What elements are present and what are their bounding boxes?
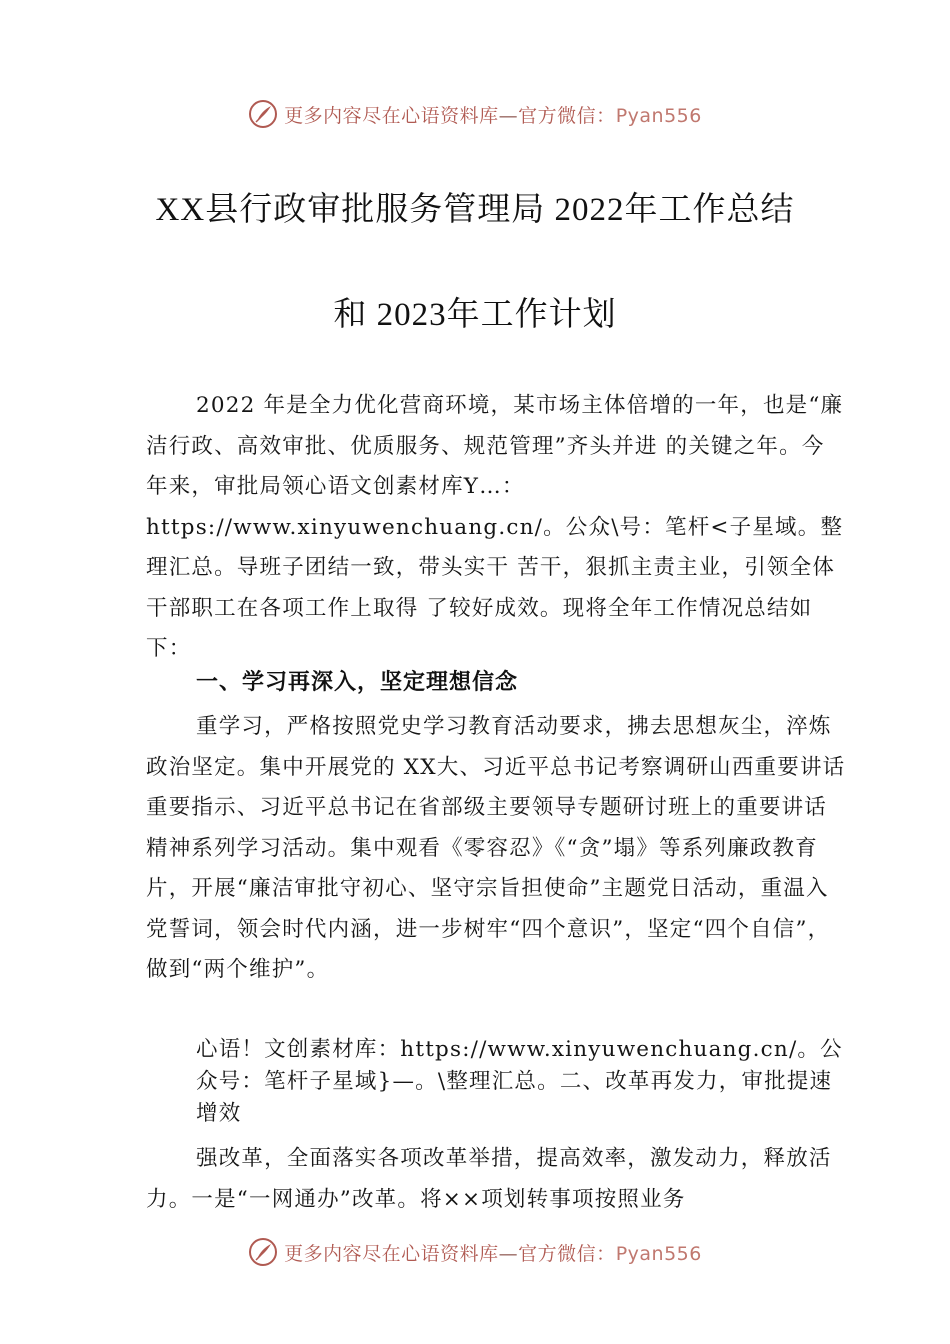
quill-logo-icon [248, 99, 278, 129]
watermark-text: 更多内容尽在心语资料库—官方微信：Pyan556 [284, 104, 702, 127]
intro-paragraph: 2022 年是全力优化营商环境，某市场主体倍增的一年，也是“廉洁行政、高效审批、优质服务、规范管理”齐头并进 的关键之年。今年来，审批局领心语文创素材库Y…：https://www.xinyuwenchuang.cn/。公众\号：笔杆<子星域。整理汇总。导班子团结一致，带头实干 苦干，狠抓主责主业，引领全体干部职工在各项工作上取得 了较好成效。现将全年工作情况总结如下： [146, 393, 844, 661]
footer-watermark [0, 1232, 950, 1272]
header-watermark [0, 94, 950, 134]
inserted-note-paragraph: 心语！文创素材库：https://www.xinyuwenchuang.cn/。公众号：笔杆子星域}—。\整理汇总。二、改革再发力，审批提速增效 [196, 1037, 843, 1126]
section-heading-1: 一、学习再深入，坚定理想信念 [196, 670, 519, 695]
study-paragraph: 重学习，严格按照党史学习教育活动要求，拂去思想灰尘，淬炼政治坚定。集中开展党的 XX大、习近平总书记考察调研山西重要讲话重要指示、习近平总书记在省部级主要领导专题研讨班上的重要讲话精神系列学习活动。集中观看《零容忍》《“贪”塌》等系列廉政教育片，开展“廉洁审批守初心、坚守宗旨担使命”主题党日活动，重温入党誓词，领会时代内涵，进一步树牢“四个意识”，坚定“四个自信”， 做到“两个维护”。 [146, 714, 846, 982]
quill-logo-icon [248, 1237, 278, 1267]
reform-paragraph: 强改革，全面落实各项改革举措，提高效率，激发动力，释放活力。一是“一网通办”改革。将××项划转事项按照业务 [146, 1146, 832, 1212]
document-subtitle: 和 2023年工作计划 [333, 297, 617, 333]
document-title: XX县行政审批服务管理局 2022年工作总结 [155, 192, 795, 228]
watermark-text: 更多内容尽在心语资料库—官方微信：Pyan556 [284, 1242, 702, 1265]
